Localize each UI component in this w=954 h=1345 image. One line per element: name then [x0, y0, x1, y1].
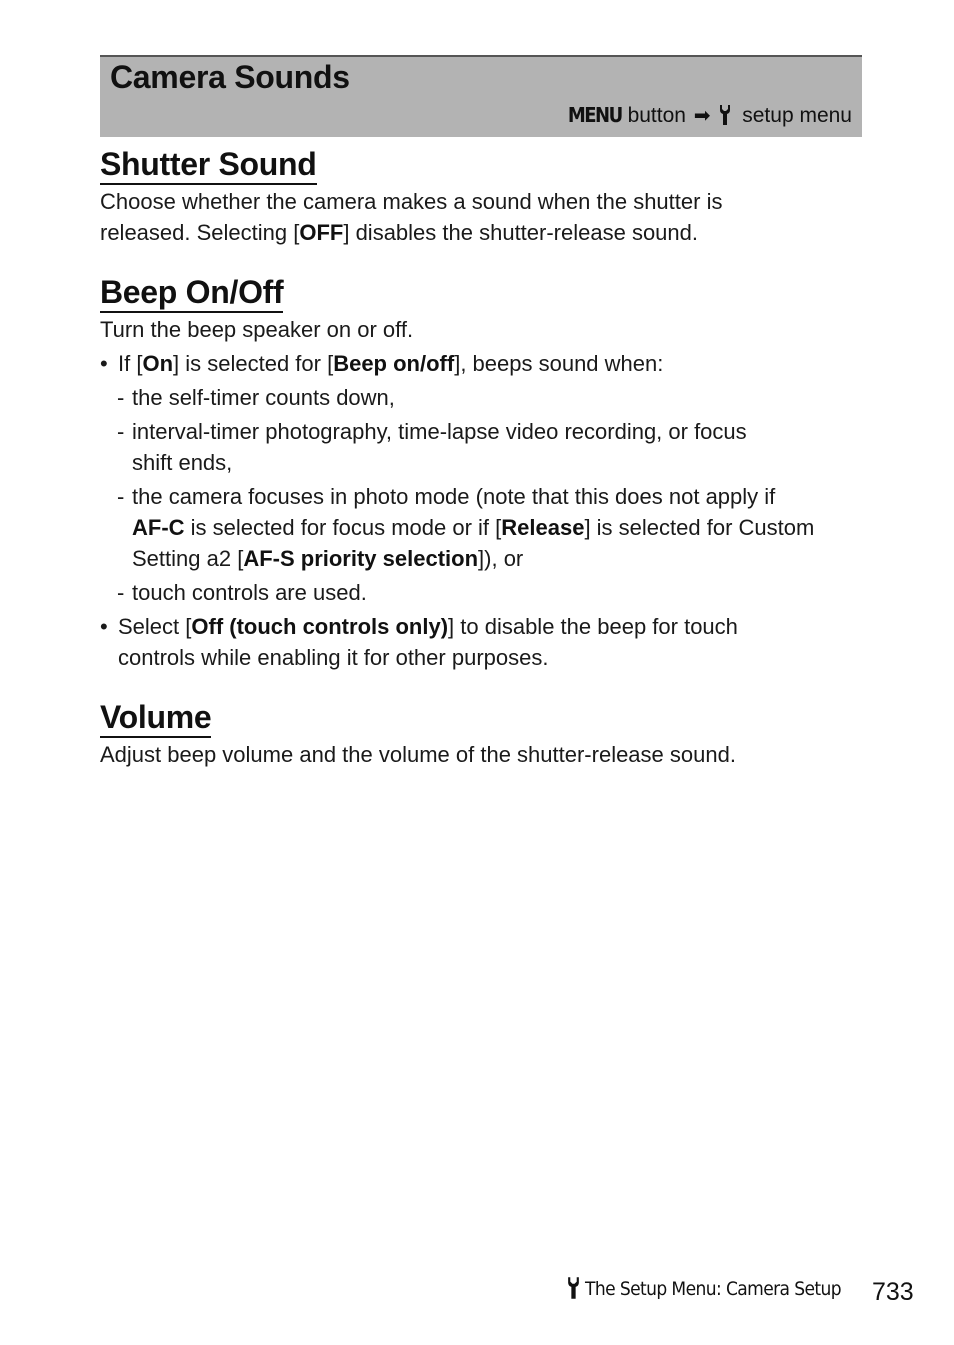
bullet2-post: ] to disable the beep for touch — [448, 614, 738, 639]
list-item-line1: interval-timer photography, time-lapse video recording, or focus — [132, 419, 747, 444]
afs-priority-option: AF-S priority selection — [243, 546, 479, 571]
list-item-text — [132, 481, 867, 574]
menu-path-button-word: button — [627, 104, 686, 127]
list-item-text: the self-timer counts down, — [132, 385, 395, 410]
bullet-beep-on-text — [118, 348, 868, 379]
dash-mark: - — [117, 385, 125, 410]
shutter-sound-line2-post: ] disables the shutter-release sound. — [343, 220, 698, 245]
shutter-sound-description — [100, 186, 870, 248]
menu-path — [568, 103, 852, 128]
dash-mark: - — [117, 580, 125, 605]
bullet1-pre: If [ — [118, 351, 143, 376]
menu-button-label: MENU — [567, 103, 622, 127]
bullet-dot-icon: • — [100, 351, 108, 376]
list-item-line2-post: ] is selected for Custom — [584, 515, 815, 540]
heading-beep-on-off: Beep On/Off — [100, 273, 283, 313]
shutter-sound-off-option: OFF — [299, 220, 344, 245]
bullet2-pre: Select [ — [118, 614, 192, 639]
bullet1-beep-option: Beep on/off — [333, 351, 455, 376]
section-header — [100, 55, 862, 137]
page-number: 733 — [872, 1278, 914, 1306]
bullet-touch-controls-text — [118, 611, 868, 673]
list-item-line1: the camera focuses in photo mode (note that this does not apply if — [132, 484, 776, 509]
beep-intro: Turn the beep speaker on or off. — [100, 317, 414, 342]
shutter-sound-line2-pre: released. Selecting [ — [100, 220, 300, 245]
bullet2-line2: controls while enabling it for other purposes. — [118, 645, 549, 670]
heading-volume: Volume — [100, 698, 211, 738]
afc-option: AF-C — [132, 515, 185, 540]
list-item-line2: shift ends, — [132, 450, 233, 475]
bullet1-mid: ] is selected for [ — [173, 351, 334, 376]
bullet-dot-icon: • — [100, 614, 108, 639]
dash-mark: - — [117, 419, 125, 444]
wrench-icon — [718, 104, 732, 126]
footer-chapter-label: The Setup Menu: Camera Setup — [585, 1278, 842, 1300]
right-arrow-icon: ➡ — [693, 105, 711, 127]
list-item-text — [132, 416, 867, 478]
bullet1-on-option: On — [142, 351, 174, 376]
bullet1-post: ], beeps sound when: — [454, 351, 664, 376]
list-item-line3-post: ]), or — [478, 546, 524, 571]
list-item-line3-pre: Setting a2 [ — [132, 546, 244, 571]
off-touch-controls-option: Off (touch controls only) — [191, 614, 449, 639]
dash-mark: - — [117, 484, 125, 509]
wrench-icon — [566, 1276, 581, 1300]
shutter-sound-line1: Choose whether the camera makes a sound when the shutter is — [100, 189, 723, 214]
heading-shutter-sound: Shutter Sound — [100, 145, 317, 185]
volume-description: Adjust beep volume and the volume of the shutter-release sound. — [100, 742, 736, 767]
page-title: Camera Sounds — [110, 59, 350, 95]
menu-path-menu-name: setup menu — [742, 104, 852, 127]
release-option: Release — [501, 515, 585, 540]
list-item-text: touch controls are used. — [132, 580, 367, 605]
page-footer — [566, 1276, 841, 1301]
list-item-line2-mid: is selected for focus mode or if [ — [184, 515, 502, 540]
